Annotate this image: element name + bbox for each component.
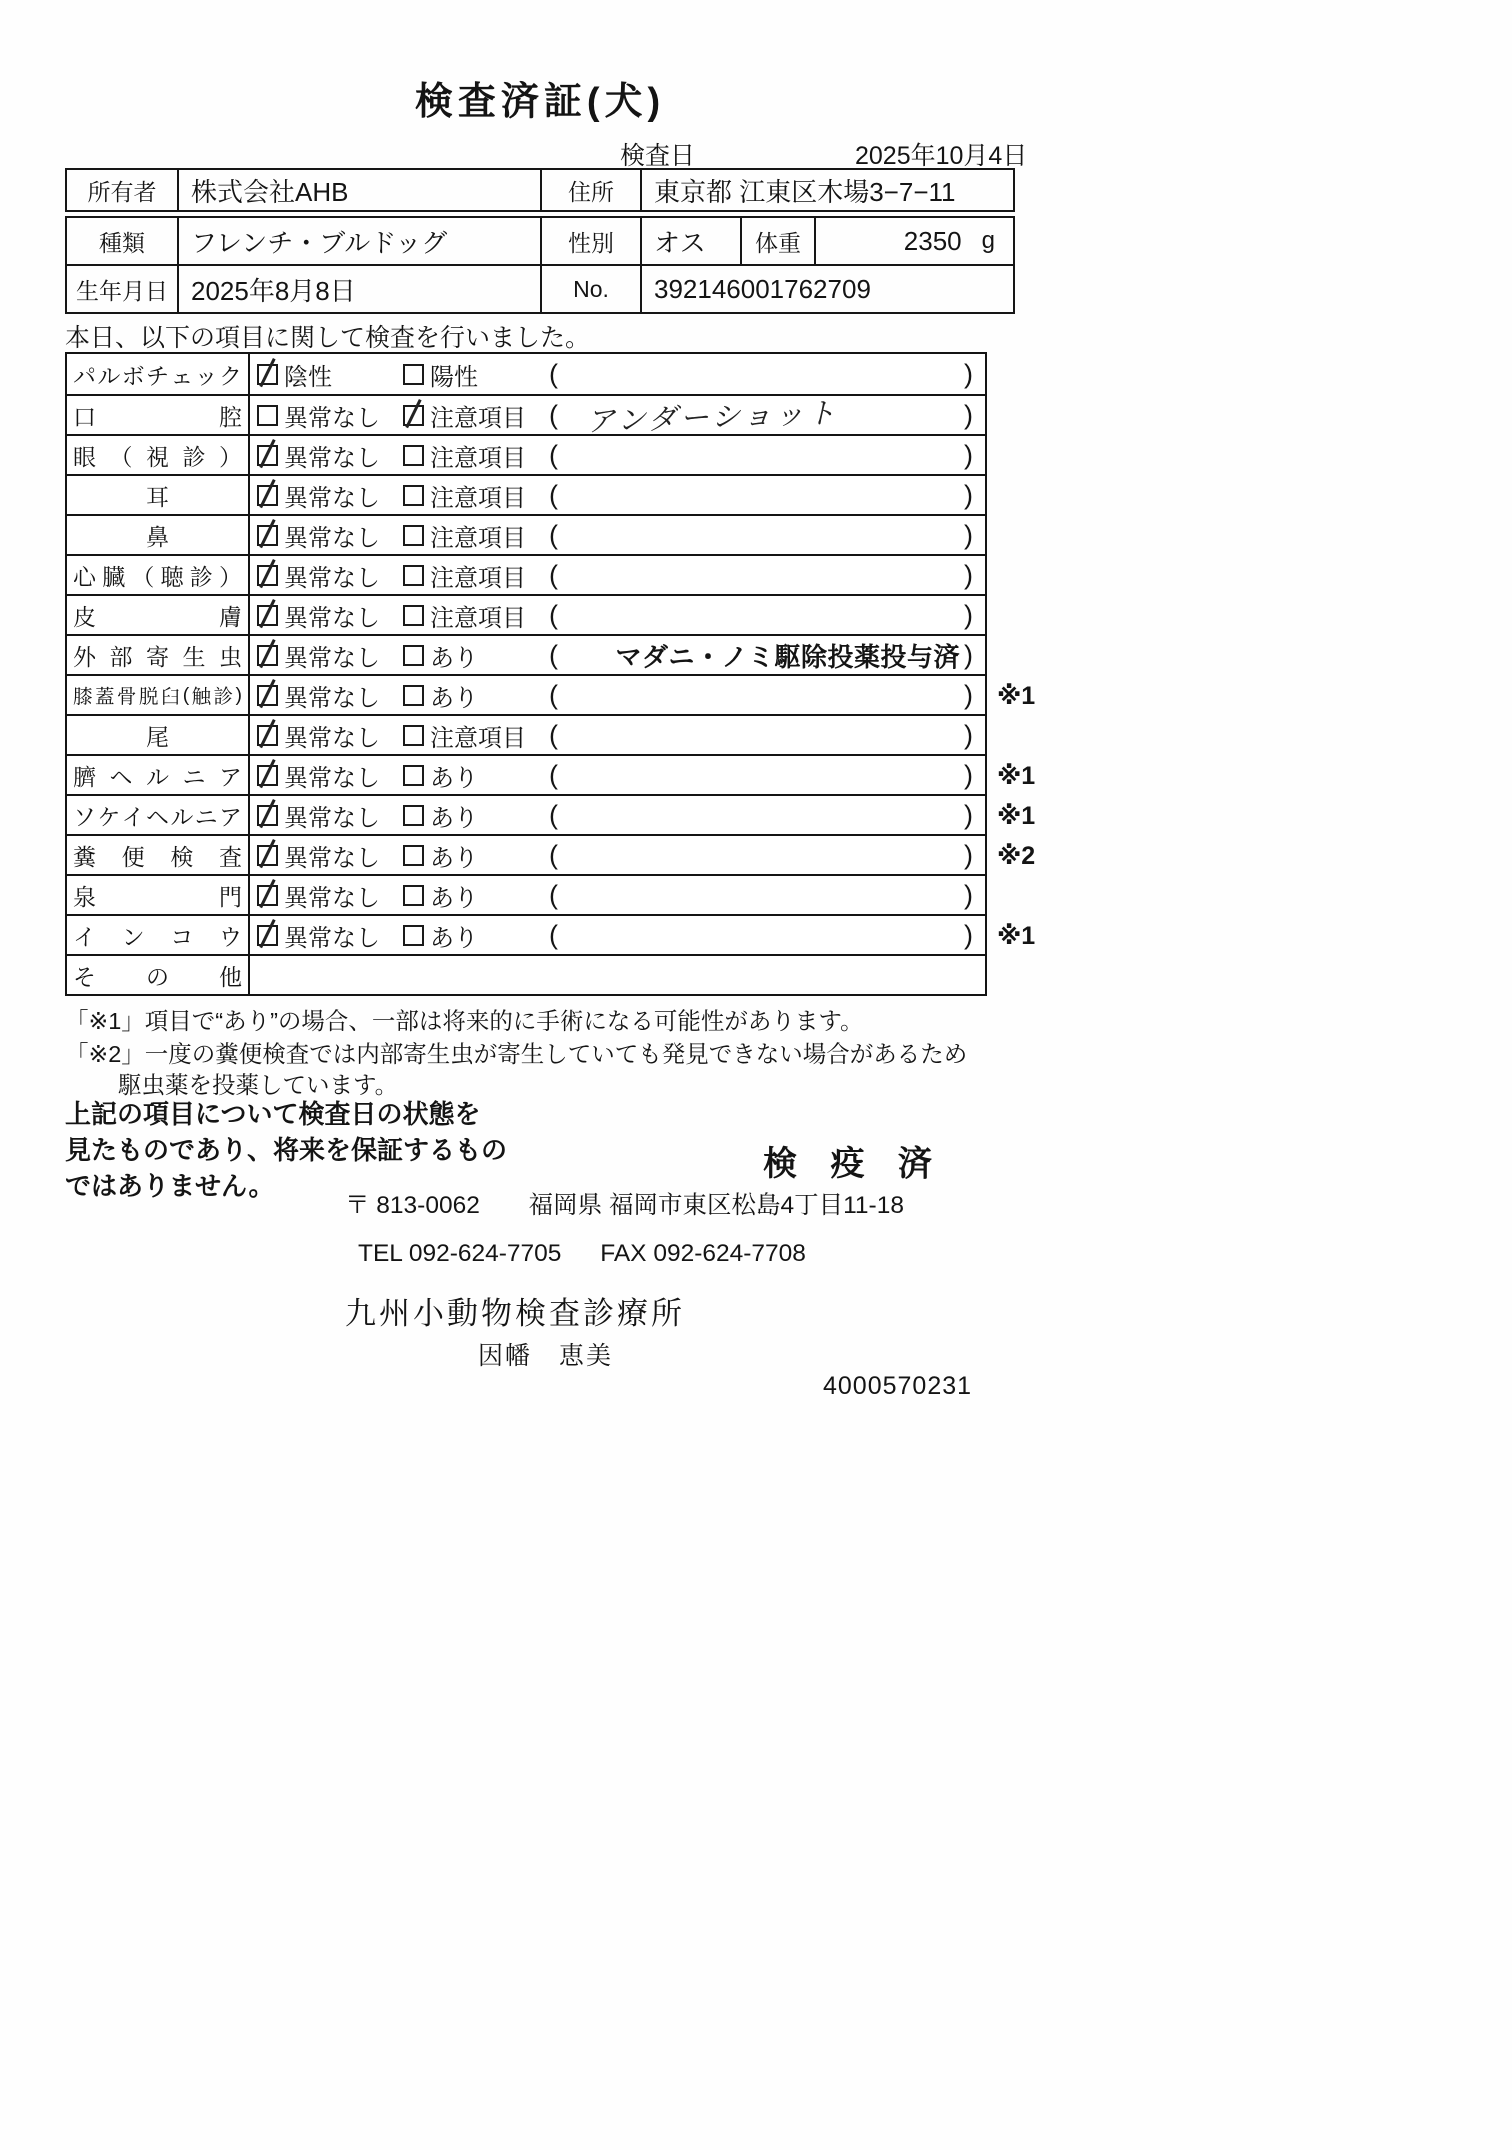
inspection-item-label: 尾 (67, 716, 250, 754)
checkbox-icon (403, 725, 424, 746)
sex-label: 性別 (540, 218, 640, 264)
option-2 (403, 718, 549, 753)
remark-field (549, 920, 985, 951)
option-1 (257, 357, 403, 392)
paren-close: ) (964, 399, 973, 430)
document-title: 検査済証(犬) (414, 81, 666, 123)
checkbox-icon (403, 645, 424, 666)
owner-value: 株式会社AHB (177, 170, 540, 210)
inspection-table (65, 352, 1036, 996)
intro-text: 本日、以下の項目に関して検査を行いました。 (65, 324, 591, 352)
option-label: 異常なし (284, 844, 380, 872)
inspection-date-label: 検査日 (620, 142, 696, 170)
remark-field (549, 720, 985, 751)
inspection-item-content (250, 476, 985, 514)
inspection-row (67, 834, 1036, 874)
inspection-item-content (250, 436, 985, 474)
option-1 (257, 918, 403, 953)
inspection-item-label: 鼻 (67, 516, 250, 554)
weight-label: 体重 (740, 218, 814, 264)
disclaimer-line-1: 上記の項目について検査日の状態を (65, 1099, 481, 1129)
remark-field (549, 880, 985, 911)
inspection-row (67, 874, 985, 914)
checkbox-icon (403, 765, 424, 786)
address-value: 東京都 江東区木場3−7−11 (640, 170, 1013, 210)
remark-field (549, 560, 985, 591)
footnote-mark: ※2 (997, 842, 1036, 870)
birthdate-value: 2025年8月8日 (177, 266, 540, 312)
checkbox-icon (403, 364, 424, 385)
checkbox-checked-icon (257, 364, 278, 385)
weight-number: 2350 (903, 225, 962, 256)
option-2 (403, 838, 549, 873)
inspection-item-label: 眼 （ 視 診 ） (67, 436, 250, 474)
option-1 (257, 638, 403, 673)
option-label: 注意項目 (430, 524, 526, 552)
paren-close: ) (964, 759, 973, 790)
paren-close: ) (964, 799, 973, 830)
paren-close: ) (964, 559, 973, 590)
option-2 (403, 638, 549, 673)
paren-close: ) (964, 479, 973, 510)
option-label: 異常なし (284, 484, 380, 512)
footnote-mark: ※1 (997, 762, 1036, 790)
inspection-row (67, 914, 1036, 954)
option-2 (403, 558, 549, 593)
option-label: 異常なし (284, 724, 380, 752)
document-code: 4000570231 (823, 1372, 973, 1400)
paren-open: ( (549, 439, 558, 470)
option-label: 陰性 (284, 363, 332, 391)
option-1 (257, 558, 403, 593)
inspection-item-label: パ ル ボ チ ェ ッ ク (67, 354, 250, 394)
option-2 (403, 398, 549, 433)
inspection-item-label: 糞 便 検 査 (67, 836, 250, 874)
inspection-row (67, 594, 985, 634)
inspection-row (67, 754, 1036, 794)
remark-field (549, 840, 985, 871)
option-1 (257, 518, 403, 553)
option-2 (403, 918, 549, 953)
inspection-item-content (250, 556, 985, 594)
option-label: 異常なし (284, 804, 380, 832)
inspection-row (67, 954, 985, 994)
inspection-item-label: 外 部 寄 生 虫 (67, 636, 250, 674)
inspection-item-content (250, 836, 985, 874)
paren-open: ( (549, 479, 558, 510)
inspection-item-content (250, 396, 985, 438)
inspection-item-label: 膝 蓋 骨 脱 臼 ( 触 診 ) (67, 676, 250, 714)
inspection-item-content (250, 596, 985, 634)
checkbox-checked-icon (257, 725, 278, 746)
postal-code: 〒 813-0062 (345, 1192, 480, 1219)
veterinarian-name: 因幡 恵美 (478, 1342, 614, 1370)
handwritten-note: アンダーショット (585, 397, 840, 438)
inspection-row (67, 434, 985, 474)
checkbox-checked-icon (257, 765, 278, 786)
sex-value: オス (640, 218, 740, 264)
checkbox-checked-icon (257, 845, 278, 866)
inspection-item-content (250, 516, 985, 554)
paren-close: ) (964, 519, 973, 550)
paren-close: ) (964, 879, 973, 910)
inspection-item-label: 耳 (67, 476, 250, 514)
clinic-fax: FAX 092-624-7708 (600, 1240, 806, 1267)
owner-label: 所有者 (87, 178, 157, 205)
inspection-row (67, 394, 985, 438)
clinic-address: 福岡県 福岡市東区松島4丁目11-18 (528, 1192, 904, 1219)
option-label: 異常なし (284, 764, 380, 792)
option-label: 注意項目 (430, 564, 526, 592)
printed-note: マダニ・ノミ駆除投薬投与済 (615, 641, 960, 672)
clinic-name: 九州小動物検査診療所 (345, 1296, 685, 1331)
remark-field (549, 440, 985, 471)
option-label: 異常なし (284, 564, 380, 592)
remark-text (558, 395, 964, 436)
checkbox-checked-icon (257, 645, 278, 666)
inspection-row (67, 354, 985, 394)
option-label: あり (430, 884, 478, 912)
checkbox-checked-icon (257, 885, 278, 906)
footnote-2-line2: 駆虫薬を投薬しています。 (118, 1072, 399, 1098)
remark-field (549, 760, 985, 791)
remark-text (558, 637, 964, 674)
footnote-mark: ※1 (997, 802, 1036, 830)
checkbox-checked-icon (257, 605, 278, 626)
inspection-item-content (250, 676, 985, 714)
option-label: 異常なし (284, 404, 380, 432)
paren-close: ) (964, 919, 973, 950)
breed-label: 種類 (99, 229, 145, 256)
remark-field (549, 395, 985, 436)
paren-open: ( (549, 679, 558, 710)
inspection-item-content (250, 796, 985, 834)
inspection-date-value: 2025年10月4日 (855, 142, 1028, 170)
option-1 (257, 398, 403, 433)
option-label: 異常なし (284, 684, 380, 712)
paren-open: ( (549, 399, 558, 430)
checkbox-checked-icon (403, 405, 424, 426)
inspection-row (67, 674, 1036, 714)
disclaimer-line-3: ではありません。 (65, 1171, 275, 1201)
remark-field (549, 800, 985, 831)
clinic-postal-line (345, 1186, 904, 1221)
weight-value (814, 218, 1013, 264)
paren-close: ) (964, 358, 973, 389)
checkbox-icon (257, 405, 278, 426)
checkbox-checked-icon (257, 805, 278, 826)
inspection-row (67, 714, 985, 754)
inspection-item-label: イ ン コ ウ (67, 916, 250, 954)
option-label: あり (430, 924, 478, 952)
clinic-tel: TEL 092-624-7705 (358, 1240, 562, 1267)
inspection-row (67, 794, 1036, 834)
paren-close: ) (964, 439, 973, 470)
checkbox-checked-icon (257, 445, 278, 466)
inspection-item-content (250, 916, 985, 954)
disclaimer-line-2: 見たものであり、将来を保証するもの (65, 1135, 508, 1165)
remark-field (549, 680, 985, 711)
checkbox-checked-icon (257, 565, 278, 586)
paren-open: ( (549, 599, 558, 630)
birthdate-label: 生年月日 (76, 277, 168, 304)
paren-open: ( (549, 839, 558, 870)
option-label: 異常なし (284, 524, 380, 552)
clinic-phone-line (358, 1240, 806, 1268)
checkbox-icon (403, 885, 424, 906)
paren-open: ( (549, 358, 558, 389)
option-2 (403, 357, 549, 392)
paren-open: ( (549, 919, 558, 950)
inspection-row (67, 514, 985, 554)
inspection-item-content (250, 354, 985, 394)
option-1 (257, 838, 403, 873)
option-label: あり (430, 804, 478, 832)
footnote-1: 「※1」項目で“あり”の場合、一部は将来的に手術になる可能性があります。 (65, 1008, 864, 1034)
inspection-item-content (250, 636, 985, 674)
option-1 (257, 478, 403, 513)
option-1 (257, 758, 403, 793)
inspection-item-label: 皮 膚 (67, 596, 250, 634)
inspection-row (67, 634, 985, 674)
option-label: あり (430, 764, 478, 792)
paren-close: ) (964, 679, 973, 710)
checkbox-icon (403, 685, 424, 706)
paren-open: ( (549, 719, 558, 750)
inspection-item-label: 臍 ヘ ル ニ ア (67, 756, 250, 794)
paren-close: ) (964, 639, 973, 670)
remark-field (549, 480, 985, 511)
inspection-item-label: ソ ケ イ ヘ ル ニ ア (67, 796, 250, 834)
footnote-mark: ※1 (997, 922, 1036, 950)
option-2 (403, 678, 549, 713)
paren-close: ) (964, 839, 973, 870)
option-1 (257, 598, 403, 633)
checkbox-icon (403, 805, 424, 826)
footnote-mark: ※1 (997, 682, 1036, 710)
inspection-row (67, 474, 985, 514)
paren-close: ) (964, 719, 973, 750)
option-label: あり (430, 644, 478, 672)
option-label: 注意項目 (430, 404, 526, 432)
breed-value: フレンチ・ブルドッグ (177, 218, 540, 264)
option-label: あり (430, 844, 478, 872)
option-2 (403, 598, 549, 633)
paren-open: ( (549, 759, 558, 790)
checkbox-icon (403, 445, 424, 466)
pet-info-table (65, 216, 1015, 314)
option-label: 注意項目 (430, 724, 526, 752)
option-2 (403, 438, 549, 473)
inspection-row (67, 554, 985, 594)
paren-open: ( (549, 639, 558, 670)
remark-field (549, 600, 985, 631)
paren-close: ) (964, 599, 973, 630)
option-label: 異常なし (284, 884, 380, 912)
option-label: 異常なし (284, 444, 380, 472)
option-label: 注意項目 (430, 604, 526, 632)
paren-open: ( (549, 879, 558, 910)
checkbox-checked-icon (257, 925, 278, 946)
number-value: 392146001762709 (640, 266, 1013, 312)
checkbox-icon (403, 525, 424, 546)
address-label: 住所 (540, 170, 640, 210)
checkbox-icon (403, 605, 424, 626)
option-1 (257, 438, 403, 473)
checkbox-icon (403, 485, 424, 506)
option-label: 異常なし (284, 604, 380, 632)
paren-open: ( (549, 519, 558, 550)
inspection-item-label: 口 腔 (67, 396, 250, 434)
inspection-item-content (250, 876, 985, 914)
option-2 (403, 798, 549, 833)
inspection-item-content (250, 956, 985, 994)
weight-unit: g (981, 227, 995, 254)
remark-field (549, 637, 985, 674)
quarantine-stamp: 検 疫 済 (763, 1145, 944, 1183)
checkbox-icon (403, 845, 424, 866)
option-label: 注意項目 (430, 444, 526, 472)
option-1 (257, 678, 403, 713)
option-2 (403, 518, 549, 553)
option-label: あり (430, 684, 478, 712)
checkbox-checked-icon (257, 685, 278, 706)
option-1 (257, 798, 403, 833)
inspection-item-label: 心 臓 （ 聴 診 ） (67, 556, 250, 594)
option-2 (403, 878, 549, 913)
option-2 (403, 758, 549, 793)
option-label: 異常なし (284, 924, 380, 952)
option-label: 陽性 (430, 363, 478, 391)
remark-field (549, 359, 985, 390)
option-label: 異常なし (284, 644, 380, 672)
inspection-item-content (250, 756, 985, 794)
owner-table (65, 168, 1015, 212)
inspection-item-label: 泉 門 (67, 876, 250, 914)
checkbox-checked-icon (257, 485, 278, 506)
footnote-2-line1: 「※2」一度の糞便検査では内部寄生虫が寄生していても発見できない場合があるため (65, 1041, 968, 1067)
option-1 (257, 718, 403, 753)
inspection-item-content (250, 716, 985, 754)
option-1 (257, 878, 403, 913)
inspection-item-label: そ の 他 (67, 956, 250, 994)
option-label: 注意項目 (430, 484, 526, 512)
checkbox-icon (403, 565, 424, 586)
checkbox-icon (403, 925, 424, 946)
remark-field (549, 520, 985, 551)
paren-open: ( (549, 559, 558, 590)
paren-open: ( (549, 799, 558, 830)
number-label: No. (540, 266, 640, 312)
option-2 (403, 478, 549, 513)
checkbox-checked-icon (257, 525, 278, 546)
